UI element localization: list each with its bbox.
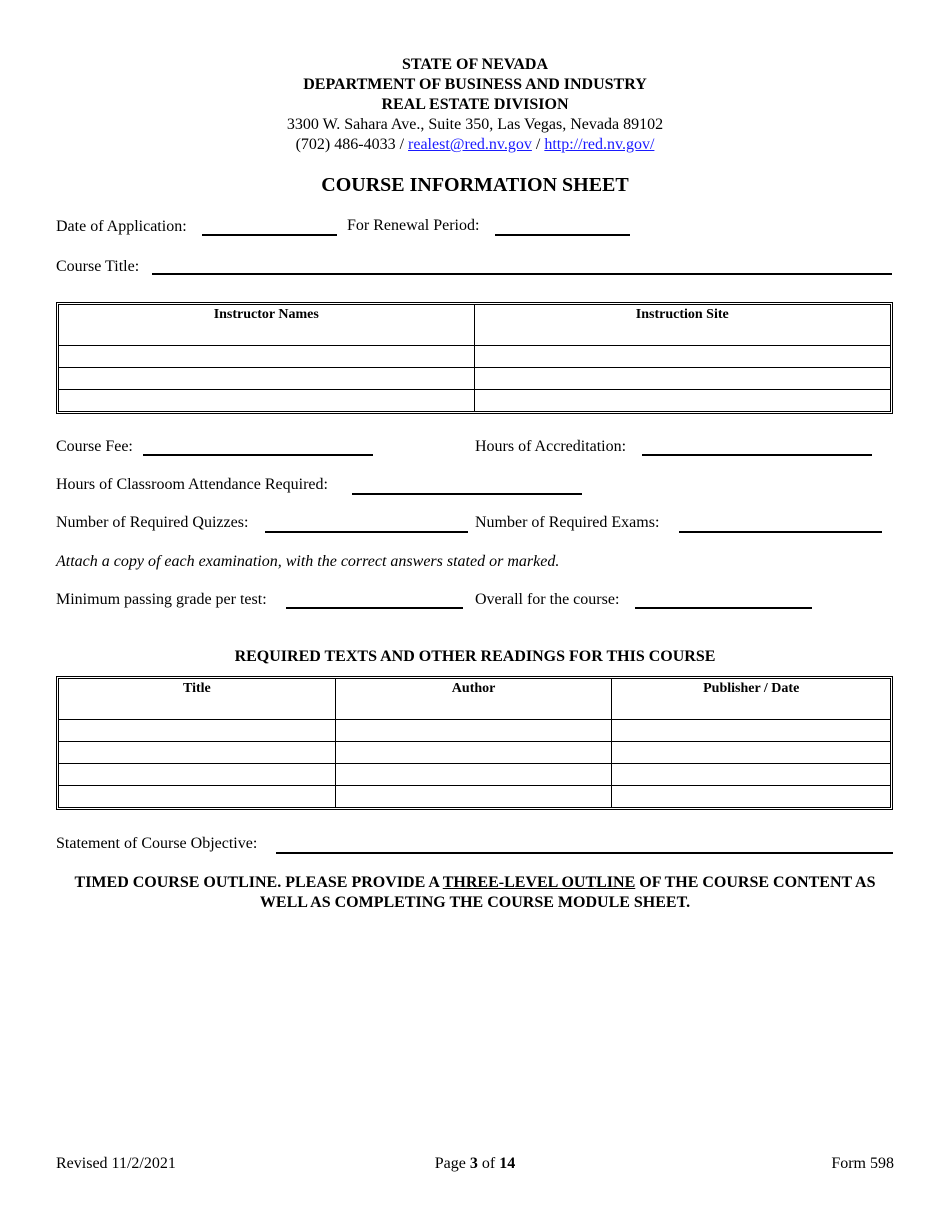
instructor-name-cell[interactable] (59, 346, 475, 368)
required-quizzes-field[interactable] (265, 531, 468, 533)
page-prefix: Page (434, 1155, 466, 1172)
page-total: 14 (499, 1155, 516, 1172)
contact-separator: / (399, 136, 405, 153)
reading-author-cell[interactable] (336, 786, 613, 807)
division-name: REAL ESTATE DIVISION (381, 96, 569, 113)
reading-publisher-cell[interactable] (612, 764, 890, 786)
reading-title-cell[interactable] (59, 764, 336, 786)
column-header: Title (59, 679, 336, 698)
reading-title-cell[interactable] (59, 742, 336, 764)
table-row (59, 368, 890, 390)
column-header: Instructor Names (59, 305, 475, 324)
instruction-site-cell[interactable] (475, 346, 891, 368)
page-number (0, 1155, 950, 1173)
reading-author-cell[interactable] (336, 764, 613, 786)
state-name: STATE OF NEVADA (401, 56, 549, 73)
table-row (59, 764, 890, 786)
table-row (59, 346, 890, 368)
attach-exam-note: Attach a copy of each examination, with the correct answers stated or marked. (56, 553, 560, 570)
instructor-name-cell[interactable] (59, 368, 475, 390)
agency-email-link[interactable]: realest@red.nv.gov (408, 136, 532, 153)
minimum-passing-label: Minimum passing grade per test: (56, 591, 267, 608)
overall-course-field[interactable] (635, 607, 812, 609)
table-header-row (59, 679, 890, 698)
outline-text-underlined: THREE-LEVEL OUTLINE (442, 874, 636, 891)
course-title-label: Course Title: (56, 258, 140, 275)
reading-author-cell[interactable] (336, 720, 613, 742)
hours-accreditation-label: Hours of Accreditation: (475, 438, 627, 455)
reading-title-cell[interactable] (59, 698, 336, 720)
agency-address: 3300 W. Sahara Ave., Suite 350, Las Vegas, Nevada 89102 (286, 116, 664, 133)
agency-header (0, 55, 950, 155)
renewal-period-field[interactable] (495, 234, 630, 236)
table-row (59, 742, 890, 764)
required-quizzes-label: Number of Required Quizzes: (56, 514, 249, 531)
minimum-passing-field[interactable] (286, 607, 463, 609)
form-title: COURSE INFORMATION SHEET (321, 174, 629, 196)
reading-publisher-cell[interactable] (612, 786, 890, 807)
form-number: Form 598 (831, 1155, 894, 1172)
hours-classroom-field[interactable] (352, 493, 582, 495)
table-row (59, 324, 890, 346)
renewal-period-label: For Renewal Period: (347, 217, 480, 234)
date-of-application-label: Date of Application: (56, 218, 187, 235)
readings-table (56, 676, 893, 810)
reading-author-cell[interactable] (336, 742, 613, 764)
reading-author-cell[interactable] (336, 698, 613, 720)
outline-text-part2: OF THE COURSE CONTENT AS WELL AS COMPLETING THE COURSE MODULE SHEET. (259, 874, 876, 911)
department-name: DEPARTMENT OF BUSINESS AND INDUSTRY (303, 76, 647, 93)
date-of-application-field[interactable] (202, 234, 337, 236)
hours-accreditation-field[interactable] (642, 454, 872, 456)
course-objective-label: Statement of Course Objective: (56, 835, 258, 852)
table-row (59, 786, 890, 807)
agency-website-link[interactable]: http://red.nv.gov/ (544, 136, 655, 153)
table-row (59, 390, 890, 411)
reading-publisher-cell[interactable] (612, 720, 890, 742)
page-current: 3 (469, 1155, 478, 1172)
table-row (59, 698, 890, 720)
course-fee-field[interactable] (143, 454, 373, 456)
overall-course-label: Overall for the course: (475, 591, 620, 608)
table-row (59, 720, 890, 742)
agency-phone: (702) 486-4033 (295, 136, 396, 153)
course-fee-label: Course Fee: (56, 438, 133, 455)
course-objective-field[interactable] (276, 852, 893, 854)
revision-date: Revised 11/2/2021 (56, 1155, 176, 1172)
instructor-name-cell[interactable] (59, 324, 475, 346)
outline-text-part1: TIMED COURSE OUTLINE. PLEASE PROVIDE A (74, 874, 443, 891)
column-header: Author (336, 679, 613, 698)
page-of: of (481, 1155, 496, 1172)
reading-title-cell[interactable] (59, 720, 336, 742)
reading-publisher-cell[interactable] (612, 742, 890, 764)
required-exams-label: Number of Required Exams: (475, 514, 660, 531)
column-header: Publisher / Date (703, 680, 800, 696)
hours-classroom-label: Hours of Classroom Attendance Required: (56, 476, 328, 493)
table-header-row (59, 305, 890, 324)
reading-title-cell[interactable] (59, 786, 336, 807)
column-header: Instruction Site (635, 306, 729, 322)
instruction-site-cell[interactable] (475, 368, 891, 390)
outline-instructions (60, 873, 890, 913)
instructor-table (56, 302, 893, 414)
reading-publisher-cell[interactable] (612, 698, 890, 720)
instruction-site-cell[interactable] (475, 390, 891, 411)
readings-heading: REQUIRED TEXTS AND OTHER READINGS FOR THIS COURSE (234, 648, 716, 665)
required-exams-field[interactable] (679, 531, 882, 533)
course-title-field[interactable] (152, 273, 892, 275)
instruction-site-cell[interactable] (475, 324, 891, 346)
contact-separator: / (535, 136, 541, 153)
instructor-name-cell[interactable] (59, 390, 475, 411)
agency-contact (0, 135, 950, 155)
